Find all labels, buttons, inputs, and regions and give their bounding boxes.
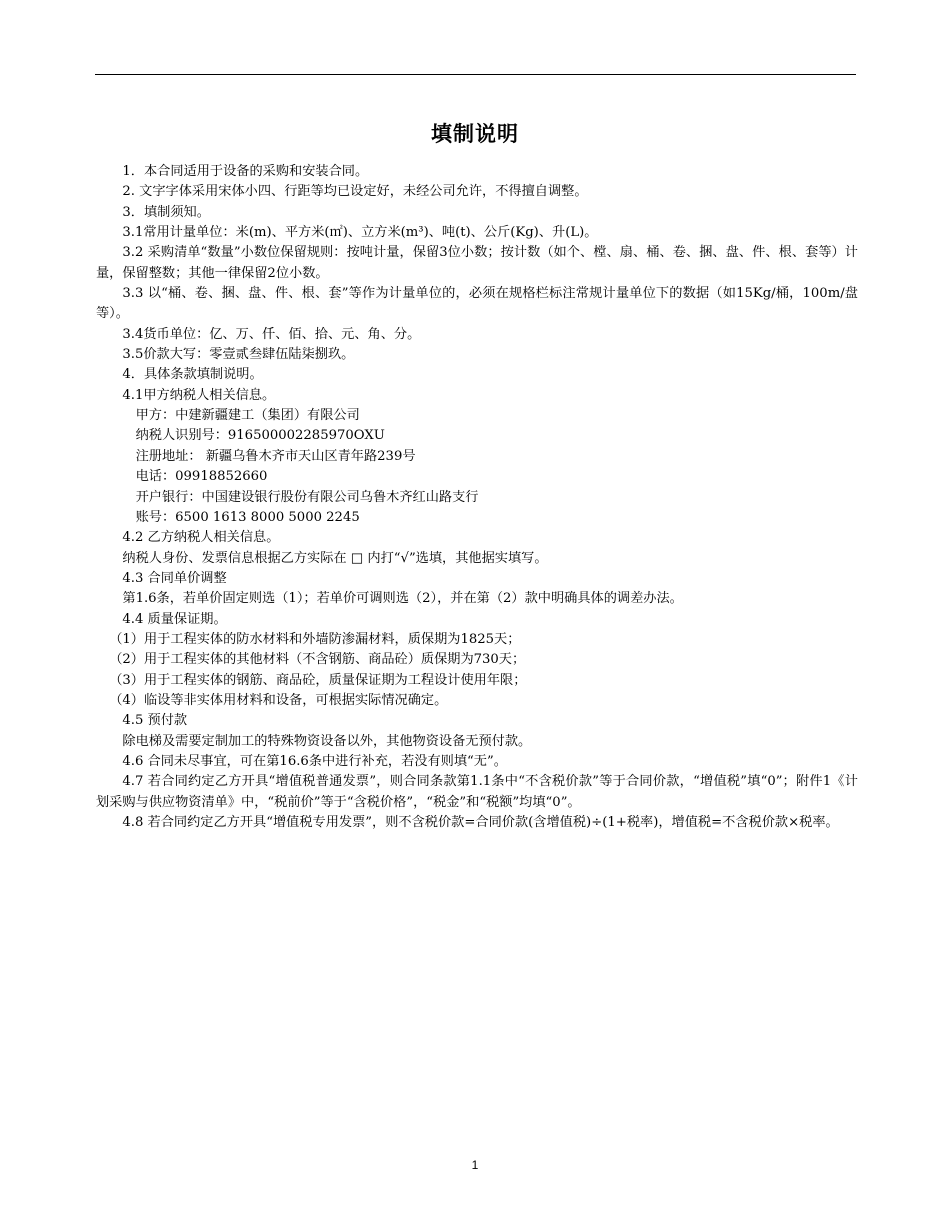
document-body [96,162,858,833]
paragraph: 1．本合同适用于设备的采购和安装合同。 [122,164,369,179]
paragraph: 2. 文字字体采用宋体小四、行距等均已设定好，未经公司允许，不得擅自调整。 [122,184,588,200]
paragraph: 4.7 若合同约定乙方开具“增值税普通发票”，则合同条款第1.1条中“不含税价款”等于合同价款，“增值税”填“0”；附件1《计划采购与供应物资清单》中，“税前价”等于“含税价格”，“税金”和“税额”均填“0”。 [96,774,858,810]
paragraph: 4.4 质量保证期。 [122,611,227,627]
paragraph: 账号：6500 1613 8000 5000 2245 [135,509,360,525]
paragraph: 3.1常用计量单位：米(m)、平方米(㎡)、立方米(m³)、吨(t)、公斤(Kg)、升(L)。 [122,225,598,241]
paragraph: 4.8 若合同约定乙方开具“增值税专用发票”，则不含税价款=合同价款(含增值税)÷(1+税率)，增值税=不含税价款×税率。 [122,815,839,830]
paragraph: 纳税人识别号：916500002285970OXU [135,428,385,444]
paragraph: （2）用于工程实体的其他材料（不含钢筋、商品砼）质保期为730天； [109,652,526,668]
paragraph: 开户银行：中国建设银行股份有限公司乌鲁木齐红山路支行 [135,489,479,505]
paragraph: 4.2 乙方纳税人相关信息。 [122,530,280,546]
paragraph: 3.2 采购清单“数量”小数位保留规则：按吨计量，保留3位小数；按计数（如个、樘、扇、桶、卷、捆、盘、件、根、套等）计量，保留整数；其他一律保留2位小数。 [96,245,858,281]
paragraph: 3.4货币单位：亿、万、仟、佰、拾、元、角、分。 [122,326,421,342]
header-rule [95,74,856,75]
paragraph: 4.6 合同未尽事宜，可在第16.6条中进行补充，若没有则填“无”。 [122,753,507,769]
page-number: 1 [471,1158,479,1172]
paragraph: 4.5 预付款 [122,713,188,729]
paragraph: 4.3 合同单价调整 [122,570,227,586]
paragraph: （3）用于工程实体的钢筋、商品砼，质量保证期为工程设计使用年限； [109,672,527,688]
paragraph: 注册地址： 新疆乌鲁木齐市天山区青年路239号 [135,448,416,464]
paragraph: 第1.6条，若单价固定则选（1）；若单价可调则选（2），并在第（2）款中明确具体的调差办法。 [122,591,683,607]
paragraph: 电话：09918852660 [135,469,268,485]
paragraph: 4．具体条款填制说明。 [122,367,263,383]
paragraph: 纳税人身份、发票信息根据乙方实际在 □ 内打“√”选填，其他据实填写。 [122,550,548,566]
paragraph: 甲方：中建新疆建工（集团）有限公司 [135,408,360,424]
paragraph: 4.1甲方纳税人相关信息。 [122,387,276,403]
paragraph: （4）临设等非实体用材料和设备，可根据实际情况确定。 [109,692,448,708]
paragraph: 除电梯及需要定制加工的特殊物资设备以外，其他物资设备无预付款。 [122,733,532,749]
paragraph: 3．填制须知。 [122,204,210,220]
paragraph: （1）用于工程实体的防水材料和外墙防渗漏材料，质保期为1825天； [109,631,521,647]
page-title: 填制说明 [431,122,519,146]
paragraph: 3.3 以“桶、卷、捆、盘、件、根、套”等作为计量单位的，必须在规格栏标注常规计量单位下的数据（如15Kg/桶，100m/盘等）。 [96,286,858,322]
paragraph: 3.5价款大写：零壹贰叁肆伍陆柒捌玖。 [122,347,355,363]
